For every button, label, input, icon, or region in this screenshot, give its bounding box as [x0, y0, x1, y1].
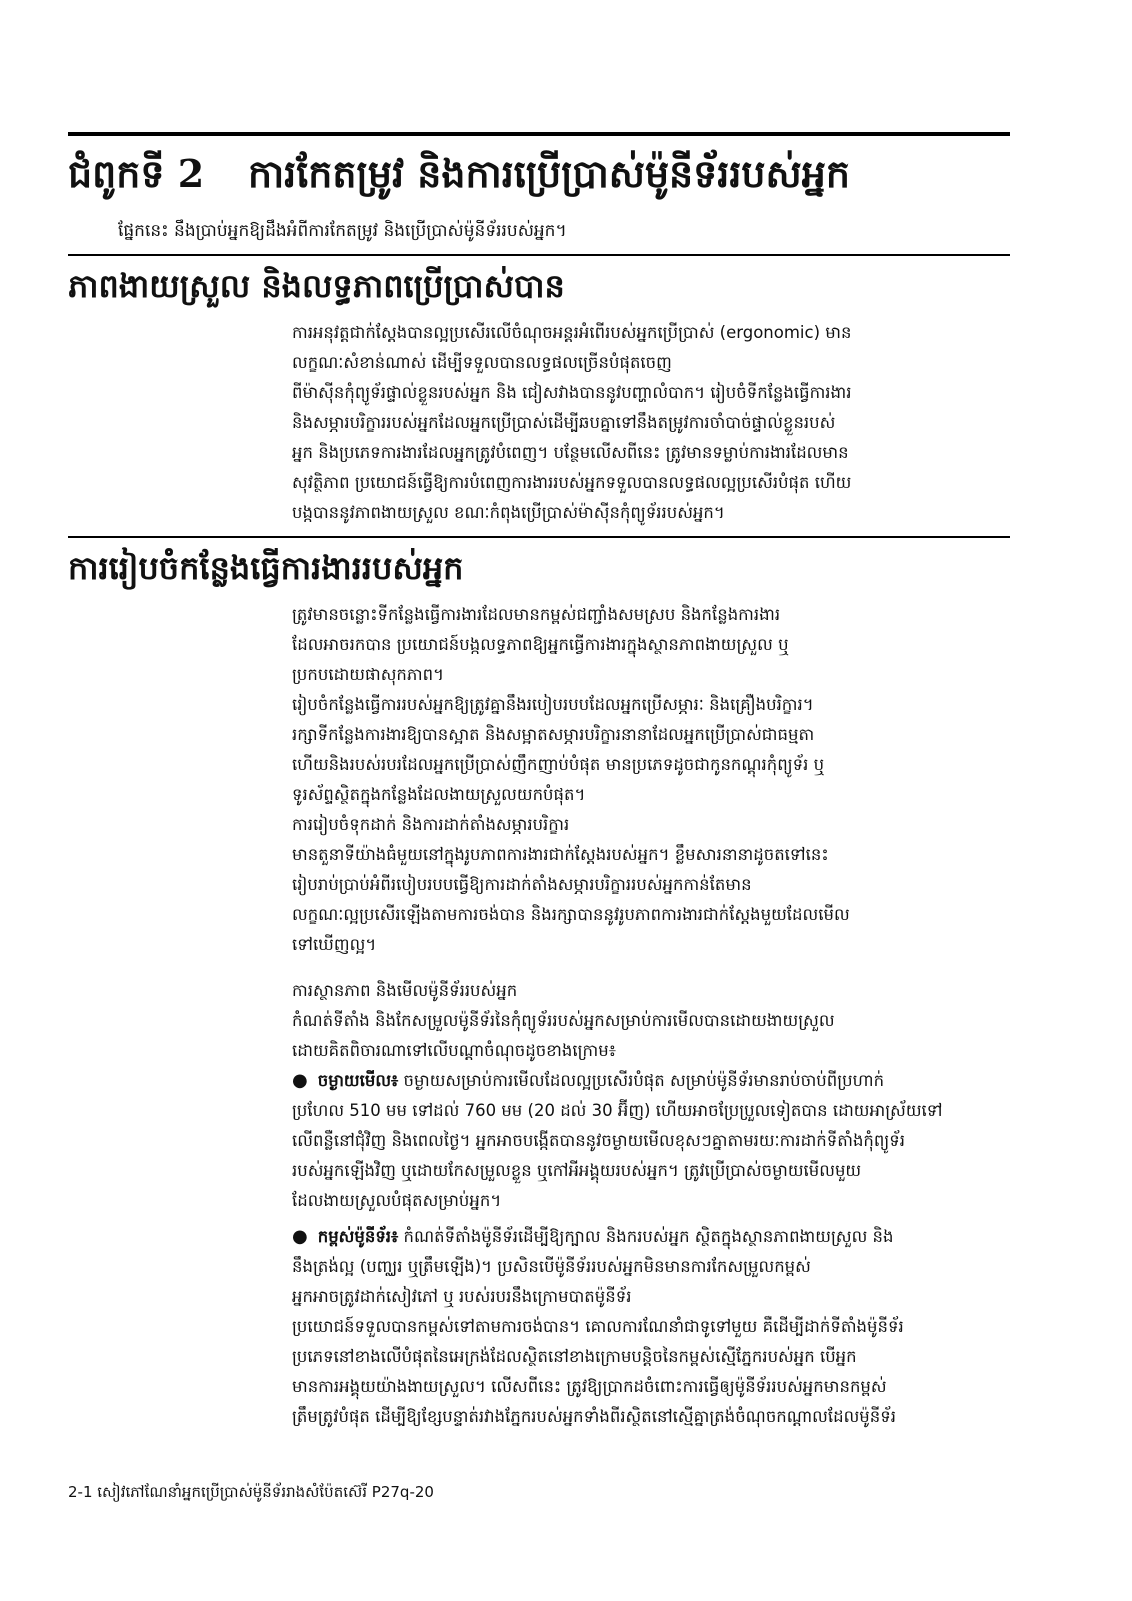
- section2-line: ទូរស័ព្ទស្ថិតក្នុងកន្លែងដែលងាយស្រួលយកបំផុត។: [292, 785, 586, 804]
- bullet-line: ដែលងាយស្រួលបំផុតសម្រាប់អ្នក។: [292, 1191, 502, 1210]
- section2-line: លក្ខណៈល្អប្រសើរឡើងតាមការចង់បាន និងរក្សាបាននូវរូបភាពការងារជាក់ស្តែងមួយដែលមើល: [292, 905, 850, 924]
- section2-subline: ដោយគិតពិចារណាទៅលើបណ្តាចំណុចដូចខាងក្រោម៖: [292, 1041, 616, 1060]
- section2-line: មានតួនាទីយ៉ាងធំមួយនៅក្នុងរូបភាពការងារជាក់ស្តែងរបស់អ្នក។ ខ្លឹមសារនានាដូចតទៅនេះ: [292, 845, 829, 864]
- chapter-title-text: ការកែតម្រូវ និងការប្រើប្រាស់ម៉ូនីទ័ររបស់អ្នក: [248, 151, 850, 196]
- bullet-line: [292, 1066, 1008, 1096]
- section2-line: ត្រូវមានចន្លោះទីកន្លែងធ្វើការងារដែលមានកម្ពស់ជញ្ជាំងសមស្រប និងកន្លែងការងារ: [292, 605, 781, 624]
- section1-line: លក្ខណៈសំខាន់ណាស់ ដើម្បីទទួលបានលទ្ធផលច្រើនបំផុតចេញ: [292, 353, 672, 372]
- section1-body: [292, 318, 1008, 528]
- bullet-text: កំណត់ទីតាំងម៉ូនីទ័រដើម្បីឱ្យក្បាល និងករបស់អ្នក ស្ថិតក្នុងស្ថានភាពងាយស្រួល និង: [398, 1227, 894, 1246]
- bullet-text: ចម្ងាយសម្រាប់ការមើលដែលល្អប្រសើរបំផុត សម្រាប់ម៉ូនីទ័រមានរាប់ចាប់ពីប្រហាក់: [398, 1071, 885, 1090]
- paragraph-gap: [292, 960, 1008, 976]
- chapter-intro: ផ្នែកនេះ នឹងប្រាប់អ្នកឱ្យដឹងអំពីការកែតម្រូវ និងប្រើប្រាស់ម៉ូនីទ័ររបស់អ្នក។: [118, 221, 567, 241]
- bullet-dot-icon: ●: [292, 1226, 308, 1247]
- bullet-line: ប្រភេទនៅខាងលើបំផុតនៃអេក្រង់ដែលស្ថិតនៅខាងក្រោមបន្តិចនៃកម្ពស់ស្មើភ្នែករបស់អ្នក បើអ្នក: [292, 1347, 857, 1366]
- bullet-dot-icon: ●: [292, 1070, 308, 1091]
- section2-line: ហើយនិងរបស់របរដែលអ្នកប្រើប្រាស់ញឹកញាប់បំផុត មានប្រភេទដូចជាកូនកណ្តុរកុំព្យូទ័រ ឬ: [292, 755, 825, 774]
- section2-subline: កំណត់ទីតាំង និងកែសម្រួលម៉ូនីទ័រនៃកុំព្យូទ័ររបស់អ្នកសម្រាប់ការមើលបានដោយងាយស្រួល: [292, 1011, 835, 1030]
- bullet-line: របស់អ្នកឡើងវិញ ឬដោយកែសម្រួលខ្លួន ឬកៅអីអង្គុយរបស់អ្នក។ ត្រូវប្រើប្រាស់ចម្ងាយមើលមួយ: [292, 1161, 862, 1180]
- section1-line: ការអនុវត្តជាក់ស្តែងបានល្អប្រសើរលើចំណុចអន្តរអំពើរបស់អ្នកប្រើប្រាស់ (ergonomic) មាន: [292, 323, 852, 342]
- chapter-top-rule: [68, 132, 1010, 136]
- bullet-term: កម្ពស់ម៉ូនីទ័រ៖: [317, 1227, 399, 1246]
- bullet-line: លើពន្លឺនៅជុំវិញ និងពេលថ្ងៃ។ អ្នកអាចបង្កើតបាននូវចម្ងាយមើលខុសៗគ្នាតាមរយៈការដាក់ទីតាំងកុំព្យូទ័រ: [292, 1131, 906, 1150]
- bullet-line: ត្រឹមត្រូវបំផុត ដើម្បីឱ្យខ្សែបន្ទាត់រវាងភ្នែករបស់អ្នកទាំងពីរស្ថិតនៅស្មើគ្នាត្រង់ចំណុចកណ្តាលដែលម៉ូនីទ័រ: [292, 1407, 896, 1426]
- section2-rule: [68, 536, 1010, 538]
- section2-body: [292, 600, 1008, 1438]
- section1-heading: ភាពងាយស្រួល និងលទ្ធភាពប្រើប្រាស់បាន: [68, 267, 565, 305]
- section2-subheading: ការស្ថានភាព និងមើលម៉ូនីទ័ររបស់អ្នក: [292, 981, 518, 1000]
- bullet-viewing-distance: [292, 1066, 1008, 1216]
- chapter-number: ជំពូកទី 2: [68, 151, 205, 196]
- page-footer: 2-1 សៀវភៅណែនាំអ្នកប្រើប្រាស់ម៉ូនីទ័ររាងសំប៉ែតស៊េរី P27q-20: [68, 1483, 434, 1501]
- section1-line: សុវត្ថិភាព ប្រយោជន៍ធ្វើឱ្យការបំពេញការងាររបស់អ្នកទទួលបានលទ្ធផលល្អប្រសើរបំផុត ហើយ: [292, 473, 852, 492]
- bullet-term: ចម្ងាយមើល៖: [317, 1071, 399, 1090]
- section2-line: ប្រកបដោយផាសុកភាព។: [292, 665, 444, 684]
- section1-line: បង្កបាននូវភាពងាយស្រួល ខណៈកំពុងប្រើប្រាស់ម៉ាស៊ីនកុំព្យូទ័ររបស់អ្នក។: [292, 503, 725, 522]
- section2-line: រក្សាទីកន្លែងការងារឱ្យបានស្អាត និងសម្អាតសម្ភារបរិក្ខារនានាដែលអ្នកប្រើប្រាស់ជាធម្មតា: [292, 725, 815, 744]
- bullet-line: នឹងត្រង់ល្អ (បញ្ឈរ ឬត្រឹមឡើង)។ ប្រសិនបើម៉ូនីទ័ររបស់អ្នកមិនមានការកែសម្រួលកម្ពស់: [292, 1257, 811, 1276]
- bullet-line: ប្រហែល 510 មម ទៅដល់ 760 មម (20 ដល់ 30 អ៊ីញ) ហើយអាចប្រែប្រួលទៀតបាន ដោយអាស្រ័យទៅ: [292, 1101, 943, 1120]
- section2-line: រៀបរាប់ប្រាប់អំពីរបៀបរបបធ្វើឱ្យការដាក់តាំងសម្ភារបរិក្ខាររបស់អ្នកកាន់តែមាន: [292, 875, 752, 894]
- bullet-line: មានការអង្គុយយ៉ាងងាយស្រួល។ លើសពីនេះ ត្រូវឱ្យប្រាកដចំពោះការធ្វើឲ្យម៉ូនីទ័ររបស់អ្នកមានកម្ពស់: [292, 1377, 887, 1396]
- chapter-title: [68, 144, 1010, 204]
- bullet-line: [292, 1222, 1008, 1252]
- section1-line: និងសម្ភារបរិក្ខាររបស់អ្នកដែលអ្នកប្រើប្រាស់ដើម្បីឆបគ្នាទៅនឹងតម្រូវការចាំបាច់ផ្ទាល់ខ្លួនរបស់: [292, 413, 836, 432]
- section1-line: អ្នក និងប្រភេទការងារដែលអ្នកត្រូវបំពេញ។ បន្ថែមលើសពីនេះ ត្រូវមានទម្លាប់ការងារដែលមាន: [292, 443, 849, 462]
- bullet-line: ប្រយោជន៍ទទួលបានកម្ពស់ទៅតាមការចង់បាន។ គោលការណែនាំជាទូទៅមួយ គឺដើម្បីដាក់ទីតាំងម៉ូនីទ័រ: [292, 1317, 904, 1336]
- section2-line: រៀបចំកន្លែងធ្វើការរបស់អ្នកឱ្យត្រូវគ្នានឹងរបៀបរបបដែលអ្នកប្រើសម្ភារៈ និងគ្រឿងបរិក្ខារ។: [292, 695, 814, 714]
- section2-line: ទៅឃើញល្អ។: [292, 935, 377, 954]
- section2-heading: ការរៀបចំកន្លែងធ្វើការងាររបស់អ្នក: [68, 549, 464, 587]
- section1-rule: [68, 254, 1010, 256]
- bullet-line: អ្នកអាចត្រូវដាក់សៀវភៅ ឬ របស់របរនឹងក្រោមបាតម៉ូនីទ័រ: [292, 1287, 632, 1306]
- section1-line: ពីម៉ាស៊ីនកុំព្យូទ័រផ្ទាល់ខ្លួនរបស់អ្នក និង ជៀសវាងបាននូវបញ្ហាលំបាក។ រៀបចំទីកន្លែងធ្វើការងារ: [292, 383, 852, 402]
- bullet-monitor-height: [292, 1222, 1008, 1432]
- section2-line: ការរៀបចំទុកដាក់ និងការដាក់តាំងសម្ភារបរិក្ខារ: [292, 815, 570, 834]
- section2-line: ដែលអាចរកបាន ប្រយោជន៍បង្កលទ្ធភាពឱ្យអ្នកធ្វើការងារក្នុងស្ថានភាពងាយស្រួល ឬ: [292, 635, 789, 654]
